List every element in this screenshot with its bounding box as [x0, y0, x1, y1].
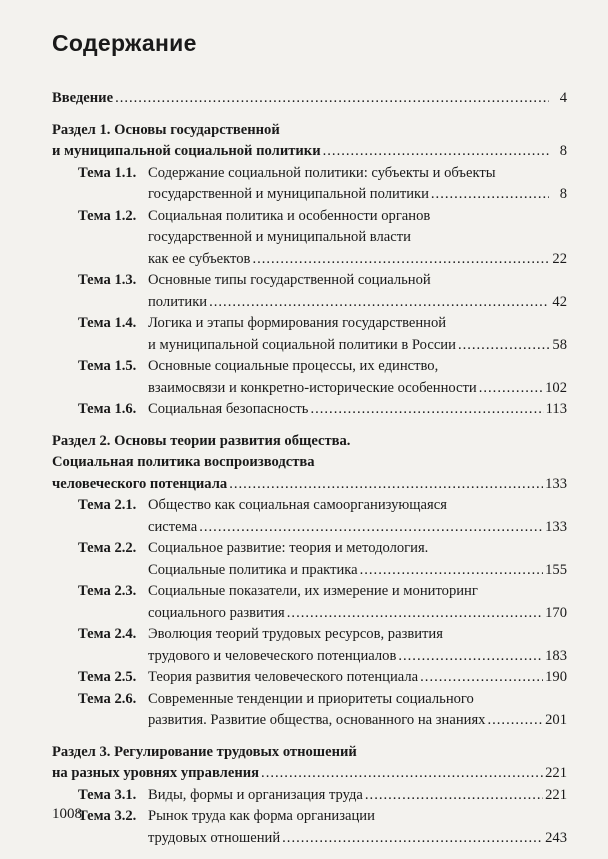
page-number: 42 — [552, 293, 567, 310]
topic-2-4: Тема 2.4. Эволюция теорий трудовых ресурсов, развития — [78, 626, 443, 642]
dot-leader — [360, 560, 544, 582]
topic-1-5-cont: взаимосвязи и конкретно-исторические особенности ..... 102 — [52, 378, 567, 400]
topic-3-2-cont: трудовых отношений ..... 243 — [52, 828, 567, 850]
dot-leader — [252, 249, 549, 271]
topic-1-3-cont: политики ..... 42 — [52, 292, 567, 314]
topic-1-1-cont: государственной и муниципальной политики ..... 8 — [52, 184, 567, 206]
page-number: 155 — [545, 561, 567, 578]
topic-1-4: Тема 1.4. Логика и этапы формирования государственной — [78, 315, 447, 331]
dot-leader — [420, 667, 543, 689]
page-number: 133 — [545, 475, 567, 492]
topic-3-1: Тема 3.1. Виды, формы и организация труда ..... 221 — [52, 785, 567, 807]
topic-1-2: Тема 1.2. Социальная политика и особенности органов — [78, 207, 431, 224]
dot-leader — [398, 646, 543, 668]
topic-1-6: Тема 1.6. Социальная безопасность ..... 113 — [52, 399, 567, 421]
dot-leader — [458, 335, 549, 357]
dot-leader — [310, 399, 543, 421]
toc-intro-label: Введение — [52, 90, 114, 106]
topic-1-5: Тема 1.5. Основные социальные процессы, их единство, — [78, 358, 439, 374]
topic-2-4-cont: трудового и человеческого потенциалов ..... 183 — [52, 646, 567, 668]
page-number: 221 — [545, 786, 567, 803]
page-title: Содержание — [52, 30, 197, 56]
page-number: 201 — [545, 712, 567, 728]
dot-leader — [115, 88, 549, 110]
page-number: 58 — [552, 336, 567, 353]
page-number: 190 — [545, 669, 567, 685]
toc-intro — [52, 88, 567, 110]
page-number: 221 — [545, 765, 567, 781]
dot-leader — [199, 517, 543, 539]
page-number: 133 — [545, 518, 567, 535]
dot-leader — [209, 292, 549, 314]
topic-3-2: Тема 3.2. Рынок труда как форма организации — [78, 808, 375, 824]
dot-leader — [487, 710, 543, 732]
dot-leader — [282, 828, 543, 850]
dot-leader — [287, 603, 543, 625]
section-2-line-2: Социальная политика воспроизводства — [52, 454, 315, 470]
topic-1-3: Тема 1.3. Основные типы государственной социальной — [78, 272, 431, 288]
topic-1-1: Тема 1.1. Содержание социальной политики: субъекты и объекты — [78, 164, 496, 181]
page-number: 170 — [545, 604, 567, 621]
folio-page-number: 1008 — [52, 806, 82, 822]
topic-2-3-cont: социального развития ..... 170 — [52, 603, 567, 625]
table-of-contents — [52, 88, 567, 849]
section-3-line-1: Раздел 3. Регулирование трудовых отношений — [52, 743, 357, 760]
topic-1-2-cont-2: как ее субъектов ..... 22 — [52, 249, 567, 271]
topic-1-4-cont: и муниципальной социальной политики в России ..... 58 — [52, 335, 567, 357]
page-number: 8 — [559, 143, 567, 159]
page-number: 4 — [559, 90, 567, 106]
section-1-line-2: и муниципальной социальной политики ..... 8 — [52, 141, 567, 163]
page-number: 113 — [545, 401, 567, 417]
dot-leader — [431, 184, 549, 206]
section-1-line-1: Раздел 1. Основы государственной — [52, 121, 280, 138]
page-number: 243 — [545, 829, 567, 846]
topic-2-2: Тема 2.2. Социальное развитие: теория и методология. — [78, 540, 429, 556]
dot-leader — [479, 378, 543, 400]
topic-2-5: Тема 2.5. Теория развития человеческого потенциала ..... 190 — [52, 667, 567, 689]
page-number: 183 — [545, 647, 567, 664]
dot-leader — [261, 763, 543, 785]
page-number: 22 — [552, 250, 567, 267]
topic-1-2-cont-1: государственной и муниципальной власти — [148, 229, 411, 245]
topic-2-6-cont: развития. Развитие общества, основанного на знаниях ..... 201 — [52, 710, 567, 732]
page-number: 102 — [545, 379, 567, 396]
topic-2-1-cont: система ..... 133 — [52, 517, 567, 539]
topic-2-6: Тема 2.6. Современные тенденции и приоритеты социального — [78, 690, 474, 707]
dot-leader — [229, 474, 543, 496]
dot-leader — [323, 141, 549, 163]
topic-2-2-cont: Социальные политика и практика ..... 155 — [52, 560, 567, 582]
page-number: 8 — [559, 186, 567, 202]
topic-2-3: Тема 2.3. Социальные показатели, их измерение и мониторинг — [78, 583, 478, 599]
dot-leader — [365, 785, 543, 807]
section-2-line-1: Раздел 2. Основы теории развития общества. — [52, 432, 351, 449]
section-3-line-2: на разных уровнях управления ..... 221 — [52, 763, 567, 785]
section-2-line-3: человеческого потенциала ..... 133 — [52, 474, 567, 496]
topic-2-1: Тема 2.1. Общество как социальная самоорганизующаяся — [78, 497, 447, 513]
